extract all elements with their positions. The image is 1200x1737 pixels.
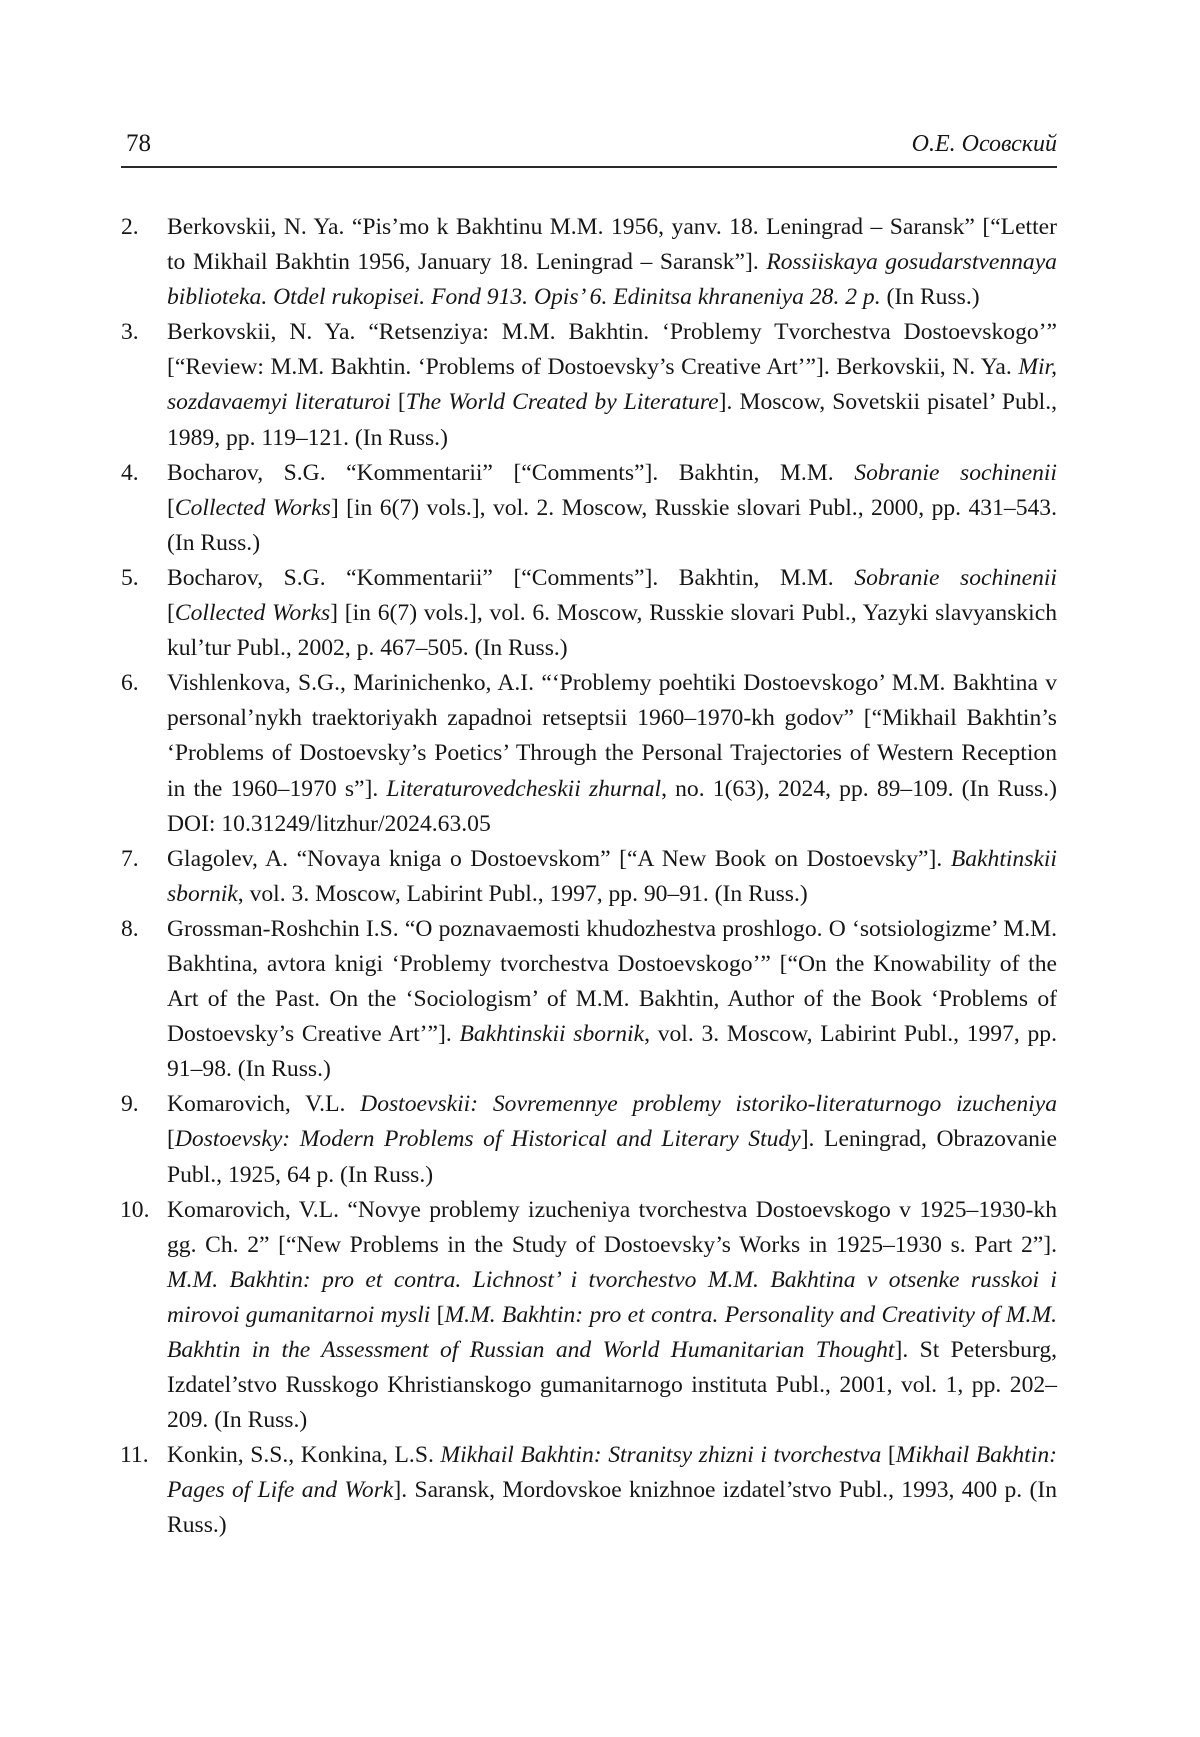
reference-item: [121, 1087, 1057, 1192]
reference-item: [121, 842, 1057, 912]
reference-item: [121, 666, 1057, 841]
reference-segment: ]. Saransk, Mordovskoe knizhnoe izdatel’stvo Publ., 1993, 400 p. (In Russ.): [167, 1477, 1057, 1539]
reference-segment: ] [in 6(7) vols.], vol. 2. Moscow, Russkie slovari Publ., 2000, pp. 431–543. (In Russ.): [167, 494, 1057, 556]
reference-number: 11.: [120, 1442, 149, 1469]
page-number: 78: [126, 130, 151, 157]
running-header: [121, 130, 1057, 168]
reference-title-italic: Bakhtinskii sbornik: [167, 845, 1057, 907]
reference-text: [167, 1091, 1057, 1187]
reference-segment: Komarovich, V.L.: [167, 1091, 361, 1118]
reference-segment: [: [167, 1126, 175, 1153]
reference-segment: (In Russ.): [880, 284, 980, 311]
reference-text: [167, 214, 1057, 310]
reference-text: [167, 670, 1057, 836]
reference-text: [167, 460, 1057, 556]
reference-title-italic: Sobranie sochinenii: [854, 564, 1057, 591]
reference-item: [121, 561, 1057, 666]
reference-text: [167, 319, 1057, 450]
reference-segment: Bocharov, S.G. “Kommentarii” [“Comments”]. Bakhtin, M.M.: [167, 564, 855, 591]
reference-number: 10.: [120, 1196, 150, 1223]
reference-text: [167, 565, 1057, 661]
reference-number: 2.: [121, 214, 139, 240]
reference-number: 3.: [121, 319, 139, 346]
reference-title-italic: The World Created by Literature: [405, 389, 719, 416]
reference-segment: Glagolev, A. “Novaya kniga o Dostoevskom” [“A New Book on Dostoevsky”].: [167, 845, 951, 872]
reference-text: [167, 1197, 1057, 1434]
reference-segment: Grossman-Roshchin I.S. “O poznavaemosti khudozhestva proshlogo. O ‘sotsiologizme’ M.M. Bakhtina, avtora knigi ‘Problemy tvorchestva Dostoevskogo’” [“On the Knowability of the Art of the Past. On the ‘Sociologism’ of M.M. Bakhtin, Author of the Book ‘Problems of Dostoevsky’s Creative Art’”].: [167, 915, 1057, 1048]
reference-segment: Komarovich, V.L. “Novye problemy izucheniya tvorchestva Dostoevskogo v 1925–1930-kh gg. Ch. 2” [“New Problems in the Study of Dostoevsky’s Works in 1925–1930 s. Part 2”].: [167, 1196, 1057, 1258]
reference-segment: ] [in 6(7) vols.], vol. 6. Moscow, Russkie slovari Publ., Yazyki slavyanskich kul’tur Publ., 2002, p. 467–505. (In Russ.): [167, 600, 1057, 662]
reference-text: [167, 846, 1057, 907]
reference-segment: ]. Moscow, Sovetskii pisatel’ Publ., 1989, pp. 119–121. (In Russ.): [167, 389, 1057, 451]
reference-title-italic: Mikhail Bakhtin: Pages of Life and Work: [167, 1442, 1057, 1504]
reference-item: [121, 1193, 1057, 1439]
reference-segment: Konkin, S.S., Konkina, L.S.: [167, 1442, 441, 1469]
reference-item: [121, 210, 1057, 315]
reference-title-italic: Mir, sozdavaemyi literaturoi: [167, 354, 1057, 416]
reference-number: 4.: [121, 459, 139, 486]
reference-title-italic: Mikhail Bakhtin: Stranitsy zhizni i tvorchestva: [440, 1442, 882, 1469]
reference-segment: Vishlenkova, S.G., Marinichenko, A.I. “‘Problemy poehtiki Dostoevskogo’ M.M. Bakhtina v personal’nykh traektoriyakh zapadnoi retseptsii 1960–1970-kh godov” [“Mikhail Bakhtin’s ‘Problems of Dostoevsky’s Poetics’ Through the Personal Trajectories of Western Reception in the 1960–1970 s”].: [167, 670, 1057, 802]
reference-segment: ]. St Petersburg, Izdatel’stvo Russkogo Khristianskogo gumanitarnogo instituta Publ., 2001, vol. 1, pp. 202–209. (In Russ.): [167, 1337, 1058, 1434]
reference-segment: Bocharov, S.G. “Kommentarii” [“Comments”]. Bakhtin, M.M.: [167, 459, 855, 486]
reference-item: [121, 456, 1057, 561]
reference-item: [121, 912, 1057, 1087]
reference-segment: [: [390, 389, 406, 416]
reference-text: [167, 916, 1057, 1082]
reference-title-italic: Bakhtinskii sbornik: [459, 1021, 645, 1048]
reference-item: [121, 1438, 1057, 1543]
reference-text: [167, 1442, 1057, 1538]
reference-title-italic: Dostoevsky: Modern Problems of Historical and Literary Study: [174, 1126, 801, 1153]
running-author: О.Е. Осовский: [911, 131, 1057, 157]
reference-title-italic: Collected Works: [174, 494, 331, 521]
reference-segment: [: [167, 494, 175, 521]
reference-segment: Berkovskii, N. Ya. “Retsenziya: M.M. Bakhtin. ‘Problemy Tvorchestva Dostoevskogo’” [“Review: M.M. Bakhtin. ‘Problems of Dostoevsky’s Creative Art’”]. Berkovskii, N. Ya.: [167, 319, 1057, 381]
reference-number: 7.: [121, 845, 139, 872]
reference-title-italic: Literaturovedcheskii zhurnal: [386, 775, 662, 802]
reference-segment: [: [430, 1301, 445, 1328]
reference-segment: [: [881, 1442, 896, 1469]
reference-number: 6.: [121, 670, 139, 697]
reference-list: [121, 210, 1057, 1544]
reference-segment: , vol. 3. Moscow, Labirint Publ., 1997, pp. 90–91. (In Russ.): [237, 880, 808, 907]
reference-number: 8.: [121, 915, 139, 942]
reference-segment: Berkovskii, N. Ya. “Pis’mo k Bakhtinu M.M. 1956, yanv. 18. Leningrad – Saransk” [“Letter to Mikhail Bakhtin 1956, January 18. Leningrad – Saransk”].: [167, 214, 1057, 276]
reference-title-italic: M.M. Bakhtin: pro et contra. Lichnost’ i tvorchestvo M.M. Bakhtina v otsenke russkoi i mirovoi gumanitarnoi mysli: [167, 1266, 1057, 1328]
reference-title-italic: Sobranie sochinenii: [854, 459, 1057, 486]
reference-number: 5.: [121, 564, 139, 591]
reference-segment: , vol. 3. Moscow, Labirint Publ., 1997, pp. 91–98. (In Russ.): [167, 1021, 1057, 1083]
reference-segment: ]. Leningrad, Obrazovanie Publ., 1925, 64 p. (In Russ.): [167, 1126, 1057, 1188]
reference-title-italic: M.M. Bakhtin: pro et contra. Personality and Creativity of M.M. Bakhtin in the Assessment of Russian and World Humanitarian Thought: [167, 1301, 1057, 1363]
reference-item: [121, 315, 1057, 455]
reference-number: 9.: [121, 1091, 139, 1118]
reference-segment: [: [167, 600, 175, 627]
reference-segment: , no. 1(63), 2024, pp. 89–109. (In Russ.) DOI: 10.31249/litzhur/2024.63.05: [167, 775, 1057, 837]
reference-title-italic: Collected Works: [174, 600, 331, 627]
reference-title-italic: Rossiiskaya gosudarstvennaya biblioteka. Otdel rukopisei. Fond 913. Opis’ 6. Edinitsa khraneniya 28. 2 p.: [167, 249, 1057, 311]
reference-title-italic: Dostoevskii: Sovremennye problemy istoriko-literaturnogo izucheniya: [360, 1091, 1057, 1118]
